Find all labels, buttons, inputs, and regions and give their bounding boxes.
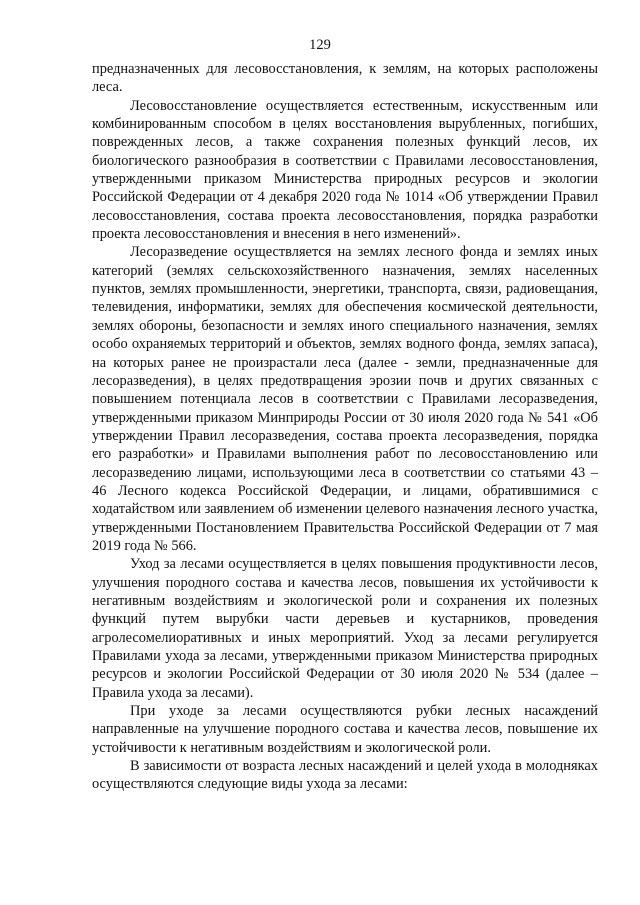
paragraph-reforestation: Лесовосстановление осуществляется естественным, искусственным или комбинированным способом в целях восстановления вырубленных, погибших, поврежденных лесов, а также сохранения полезных функций лесов, их биологического разнообразия в соответствии с Правилами лесовосстановления, утвержденными приказом Министерства природных ресурсов и экологии Российской Федерации от 4 декабря 2020 года № 1014 «Об утверждении Правил лесовосстановления, состава проекта лесовосстановления, порядка разработки проекта лесовосстановления и внесения в него изменений». [92,97,598,243]
paragraph-continuation: предназначенных для лесовосстановления, к землям, на которых расположены леса. [92,61,598,96]
paragraph-care-types: В зависимости от возраста лесных насаждений и целей ухода в молодняках осуществляются следующие виды ухода за лесами: [92,758,598,793]
paragraph-felling: При уходе за лесами осуществляются рубки лесных насаждений направленные на улучшение породного состава и качества лесов, повышение их устойчивости к негативным воздействиям и экологической роли. [92,703,598,756]
document-body [92,60,598,794]
page-number: 129 [309,37,331,53]
paragraph-afforestation: Лесоразведение осуществляется на землях лесного фонда и землях иных категорий (землях сельскохозяйственного назначения, землях населенных пунктов, землях промышленности, энергетики, транспорта, связи, радиовещания, телевидения, информатики, землях для обеспечения космической деятельности, землях обороны, безопасности и землях иного специального назначения, землях особо охраняемых территорий и объектов, землях водного фонда, землях запаса), на которых ранее не произрастали леса (далее - земли, предназначенные для лесоразведения), в целях предотвращения эрозии почв и других связанных с повышением потенциала лесов в соответствии с Правилами лесоразведения, утвержденными приказом Минприроды России от 30 июля 2020 года № 541 «Об утверждении Правил лесоразведения, состава проекта лесоразведения, порядка его разработки» и Правилами выполнения работ по лесовосстановлению или лесоразведению лицами, использующими леса в соответствии со статьями 43 – 46 Лесного кодекса Российской Федерации, и лицами, обратившимися с ходатайством или заявлением об изменении целевого назначения лесного участка, утвержденными Постановлением Правительства Российской Федерации от 7 мая 2019 года № 566. [92,244,598,554]
paragraph-forest-care: Уход за лесами осуществляется в целях повышения продуктивности лесов, улучшения породного состава и качества лесов, повышения их устойчивости к негативным воздействиям и экологической роли и сохранения их полезных функций путем вырубки части деревьев и кустарников, проведения агролесомелиоративных и иных мероприятий. Уход за лесами регулируется Правилами ухода за лесами, утвержденными приказом Министерства природных ресурсов и экологии Российской Федерации от 30 июля 2020 № 534 (далее – Правила ухода за лесами). [92,556,598,701]
